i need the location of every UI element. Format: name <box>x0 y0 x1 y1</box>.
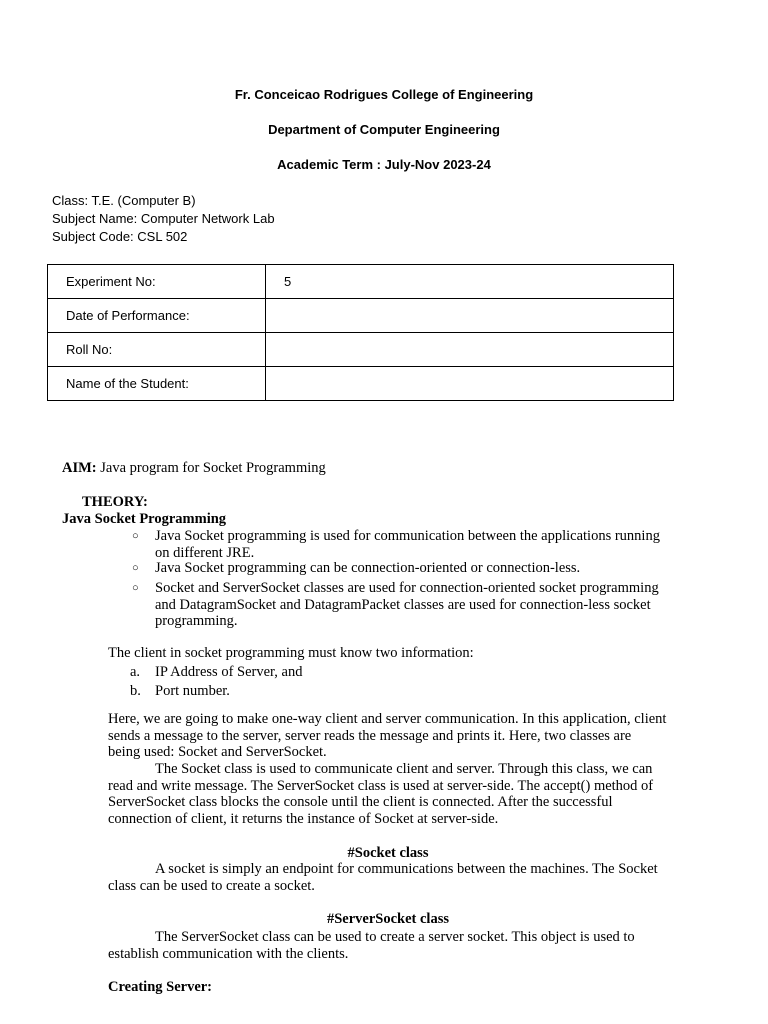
experiment-info-table <box>47 264 674 401</box>
bullet-item <box>155 560 580 577</box>
aim-line <box>62 460 326 477</box>
theory-heading: THEORY: <box>82 494 148 510</box>
socket-class-heading: #Socket class <box>347 845 429 861</box>
bullet-line: Java Socket programming is used for communication between the applications running <box>155 528 660 544</box>
paragraph <box>108 929 635 962</box>
roll-no-value <box>266 333 674 367</box>
paragraph-line: connection of client, it returns the instance of Socket at server-side. <box>108 810 499 827</box>
paragraph-line: The ServerSocket class can be used to create a server socket. This object is used to <box>155 929 635 945</box>
paragraph-line: being used: Socket and ServerSocket. <box>108 744 327 760</box>
class-line: Class: T.E. (Computer B) <box>52 193 196 208</box>
table-row <box>48 299 674 333</box>
experiment-no-value: 5 <box>266 265 674 299</box>
bullet-icon: ○ <box>132 530 139 542</box>
aim-label: AIM: <box>62 460 97 476</box>
list-item: IP Address of Server, and <box>155 664 303 680</box>
paragraph-line: The Socket class is used to communicate client and server. Through this class, we can <box>155 761 653 777</box>
bullet-line: Java Socket programming can be connection-oriented or connection-less. <box>155 560 581 576</box>
paragraph <box>108 861 658 894</box>
student-name-label: Name of the Student: <box>48 367 266 401</box>
table-row <box>48 367 674 401</box>
list-marker: b. <box>130 683 141 699</box>
paragraph-line: class can be used to create a socket. <box>108 877 315 894</box>
academic-term: Academic Term : July-Nov 2023-24 <box>277 157 491 172</box>
aim-text: Java program for Socket Programming <box>96 460 326 476</box>
bullet-icon: ○ <box>132 562 139 574</box>
list-item: Port number. <box>155 683 230 699</box>
paragraph-line: A socket is simply an endpoint for communications between the machines. The Socket <box>155 861 658 877</box>
student-name-value <box>266 367 674 401</box>
experiment-no-label: Experiment No: <box>48 265 266 299</box>
paragraph <box>108 761 653 827</box>
paragraph-line: sends a message to the server, server reads the message and prints it. Here, two classes are <box>108 727 632 744</box>
subject-code-line: Subject Code: CSL 502 <box>52 229 188 244</box>
bullet-line: on different JRE. <box>155 544 255 561</box>
bullet-line: programming. <box>155 613 238 629</box>
paragraph-line: Here, we are going to make one-way client and server communication. In this application, client <box>108 711 667 727</box>
bullet-line: Socket and ServerSocket classes are used for connection-oriented socket programming <box>155 580 659 596</box>
bullet-item <box>155 528 660 561</box>
table-row <box>48 333 674 367</box>
creating-server-heading: Creating Server: <box>108 979 213 995</box>
bullet-item <box>155 580 659 630</box>
table-row <box>48 265 674 299</box>
paragraph-line: ServerSocket class blocks the console until the client is connected. After the successful <box>108 794 613 810</box>
college-name: Fr. Conceicao Rodrigues College of Engineering <box>234 87 534 102</box>
section-title: Java Socket Programming <box>62 511 227 527</box>
subject-name-line: Subject Name: Computer Network Lab <box>52 211 275 226</box>
bullet-line: and DatagramSocket and DatagramPacket classes are used for connection-less socket <box>155 596 651 613</box>
server-socket-class-heading: #ServerSocket class <box>326 911 449 927</box>
list-marker: a. <box>130 664 141 680</box>
roll-no-label: Roll No: <box>48 333 266 367</box>
date-of-performance-label: Date of Performance: <box>48 299 266 333</box>
date-of-performance-value <box>266 299 674 333</box>
client-intro: The client in socket programming must know two information: <box>108 645 474 661</box>
department-name: Department of Computer Engineering <box>268 122 500 137</box>
paragraph-line: read and write message. The ServerSocket class is used at server-side. The accept() method of <box>108 777 654 794</box>
paragraph-line: establish communication with the clients. <box>108 945 349 962</box>
paragraph <box>108 711 666 761</box>
bullet-icon: ○ <box>132 582 139 594</box>
